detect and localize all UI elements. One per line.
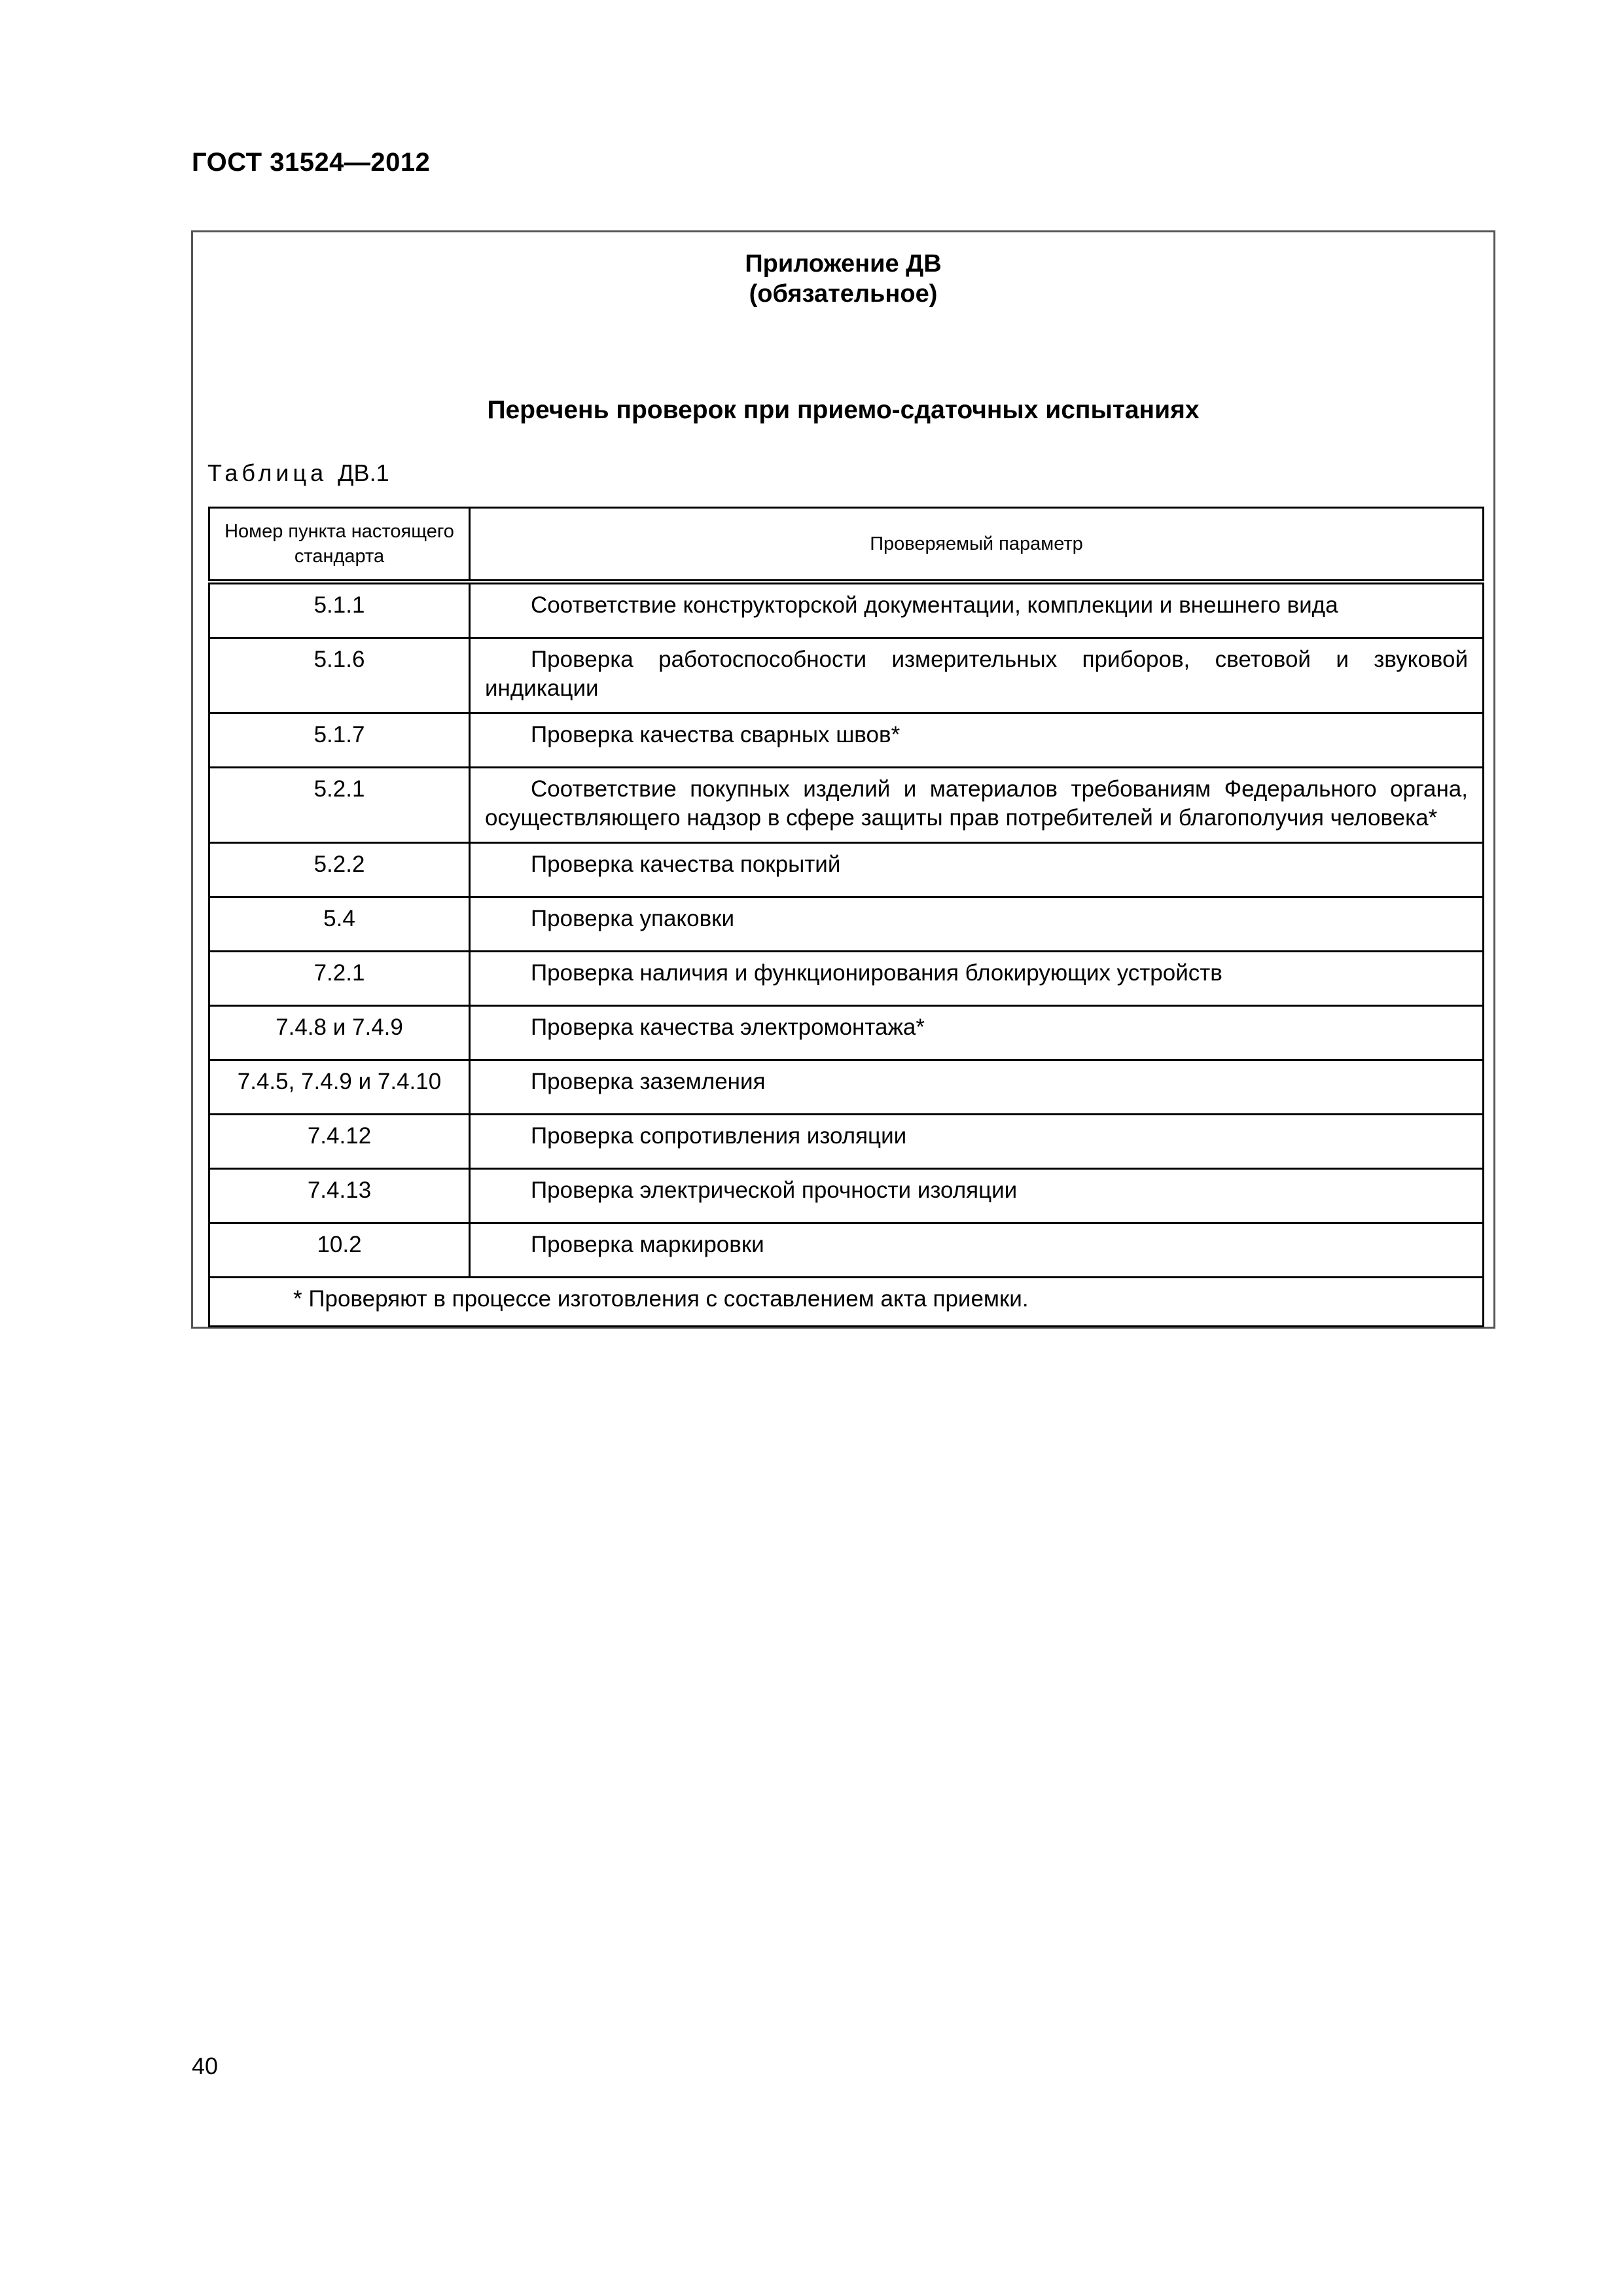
clause-cell: 5.1.1	[209, 582, 470, 638]
clause-cell: 7.4.8 и 7.4.9	[209, 1006, 470, 1060]
parameter-cell: Проверка заземления	[470, 1060, 1484, 1115]
table-row	[209, 1006, 1484, 1060]
annex-status: (обязательное)	[749, 280, 938, 308]
table-row	[209, 638, 1484, 713]
parameter-cell: Соответствие покупных изделий и материалов требованиям Федерального органа, осуществляющего надзор в сфере защиты прав потребителей и благополучия человека*	[470, 768, 1484, 843]
table-row	[209, 1169, 1484, 1223]
clause-cell: 5.2.2	[209, 843, 470, 897]
table-row	[209, 897, 1484, 952]
parameter-cell: Проверка электрической прочности изоляции	[470, 1169, 1484, 1223]
checks-table	[208, 507, 1484, 1327]
standard-code: ГОСТ 31524—2012	[192, 148, 431, 177]
table-row	[209, 843, 1484, 897]
clause-cell: 5.1.7	[209, 713, 470, 768]
parameter-cell: Проверка сопротивления изоляции	[470, 1115, 1484, 1169]
clause-cell: 5.4	[209, 897, 470, 952]
table-row	[209, 1223, 1484, 1278]
parameter-cell: Проверка качества покрытий	[470, 843, 1484, 897]
clause-cell: 5.2.1	[209, 768, 470, 843]
annex-frame	[191, 230, 1495, 1329]
clause-cell: 7.4.12	[209, 1115, 470, 1169]
parameter-cell: Соответствие конструкторской документации, комплекции и внешнего вида	[470, 582, 1484, 638]
parameter-cell: Проверка качества сварных швов*	[470, 713, 1484, 768]
clause-cell: 7.2.1	[209, 952, 470, 1006]
clause-cell: 7.4.13	[209, 1169, 470, 1223]
parameter-cell: Проверка маркировки	[470, 1223, 1484, 1278]
column-header-parameter: Проверяемый параметр	[470, 508, 1484, 583]
table-row	[209, 713, 1484, 768]
parameter-cell: Проверка наличия и функционирования блокирующих устройств	[470, 952, 1484, 1006]
annex-title-block	[193, 249, 1493, 309]
footnote-row	[209, 1278, 1484, 1327]
column-header-clause: Номер пункта настоящего стандарта	[209, 508, 470, 583]
clause-cell: 5.1.6	[209, 638, 470, 713]
page-number: 40	[192, 2053, 219, 2079]
table-row	[209, 768, 1484, 843]
table-row	[209, 582, 1484, 638]
table-number: ДВ.1	[338, 459, 389, 486]
table-row	[209, 1115, 1484, 1169]
table-row	[209, 1060, 1484, 1115]
parameter-cell: Проверка упаковки	[470, 897, 1484, 952]
table-label-word: Таблица	[207, 459, 328, 486]
parameter-cell: Проверка качества электромонтажа*	[470, 1006, 1484, 1060]
annex-title: Приложение ДВ	[745, 250, 942, 278]
table-label	[207, 459, 389, 487]
table-header-row	[209, 508, 1484, 583]
table-row	[209, 952, 1484, 1006]
clause-cell: 7.4.5, 7.4.9 и 7.4.10	[209, 1060, 470, 1115]
clause-cell: 10.2	[209, 1223, 470, 1278]
parameter-cell: Проверка работоспособности измерительных приборов, световой и звуковой индикации	[470, 638, 1484, 713]
table-footnote: * Проверяют в процессе изготовления с составлением акта приемки.	[209, 1278, 1484, 1327]
annex-heading: Перечень проверок при приемо-сдаточных испытаниях	[487, 396, 1200, 424]
